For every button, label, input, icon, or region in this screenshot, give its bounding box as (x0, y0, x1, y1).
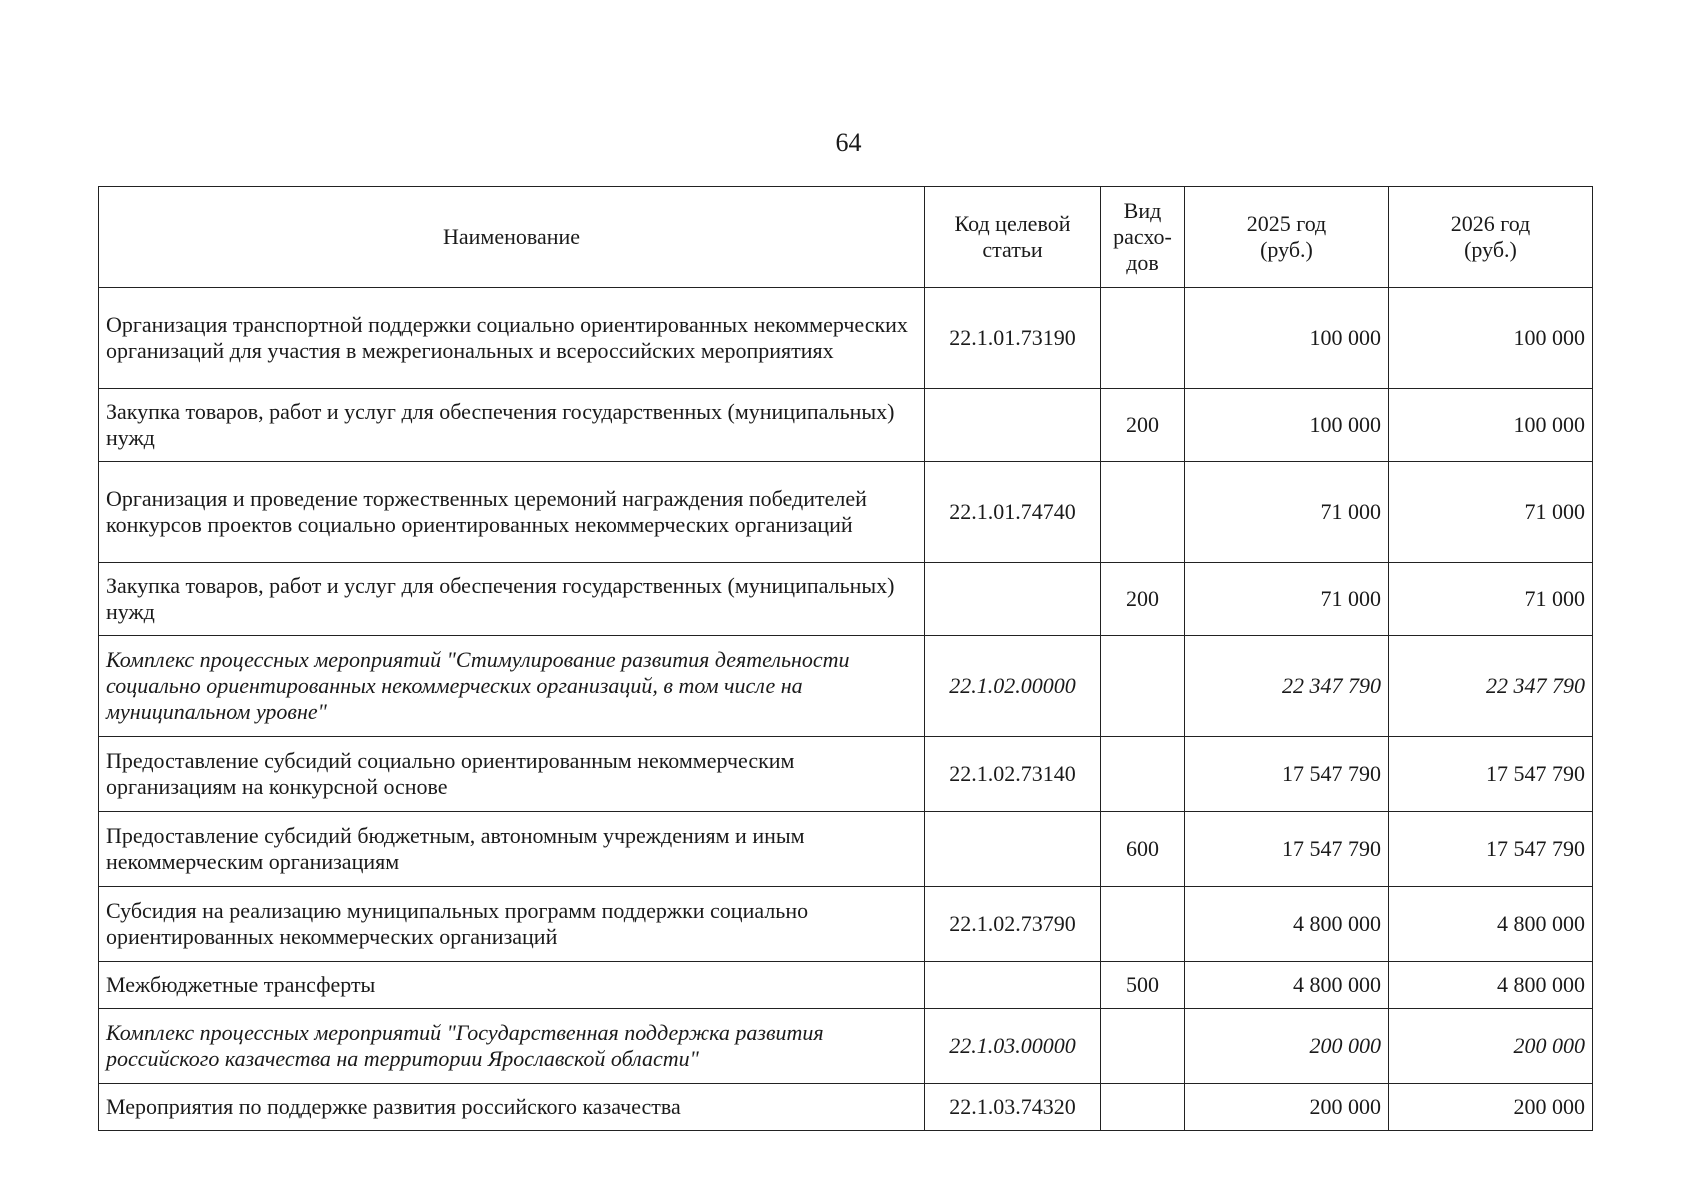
table-row (99, 462, 1593, 563)
row-amount-2025: 200 000 (1185, 1084, 1389, 1131)
header-name-label: Наименование (442, 224, 581, 250)
row-code: 22.1.03.00000 (925, 1009, 1101, 1084)
row-kind (1101, 462, 1185, 563)
header-code-line: статьи (982, 237, 1043, 262)
row-name: Предоставление субсидий бюджетным, автономным учреждениям и иным некоммерческим организациям (99, 812, 925, 887)
row-name: Субсидия на реализацию муниципальных программ поддержки социально ориентированных некоммерческих организаций (99, 887, 925, 962)
table-row (99, 288, 1593, 389)
header-2026 (1389, 187, 1593, 288)
row-amount-2025: 22 347 790 (1185, 636, 1389, 737)
row-name: Межбюджетные трансферты (99, 962, 925, 1009)
row-code: 22.1.02.00000 (925, 636, 1101, 737)
table-row (99, 389, 1593, 462)
row-name: Мероприятия по поддержке развития российского казачества (99, 1084, 925, 1131)
row-code: 22.1.01.74740 (925, 462, 1101, 563)
header-2025-line: 2025 год (1246, 211, 1327, 237)
header-code (925, 187, 1101, 288)
table-header-row (99, 187, 1593, 288)
header-kind-line: Вид (1123, 198, 1162, 224)
row-amount-2026: 71 000 (1389, 462, 1593, 563)
row-name: Закупка товаров, работ и услуг для обеспечения государственных (муниципальных) нужд (99, 389, 925, 462)
row-code: 22.1.01.73190 (925, 288, 1101, 389)
page-number: 64 (835, 128, 862, 157)
row-amount-2025: 17 547 790 (1185, 812, 1389, 887)
row-amount-2025: 200 000 (1185, 1009, 1389, 1084)
table-row (99, 1084, 1593, 1131)
row-amount-2026: 17 547 790 (1389, 812, 1593, 887)
row-amount-2026: 100 000 (1389, 288, 1593, 389)
row-amount-2025: 71 000 (1185, 563, 1389, 636)
row-name: Комплекс процессных мероприятий "Стимулирование развития деятельности социально ориентированных некоммерческих организаций, в том числе на муниципальном уровне" (99, 636, 925, 737)
row-amount-2025: 17 547 790 (1185, 737, 1389, 812)
row-kind: 200 (1101, 389, 1185, 462)
header-name (99, 187, 925, 288)
table-row (99, 563, 1593, 636)
row-code (925, 389, 1101, 462)
row-amount-2025: 71 000 (1185, 462, 1389, 563)
row-amount-2025: 100 000 (1185, 288, 1389, 389)
row-name: Комплекс процессных мероприятий "Государственная поддержка развития российского казачества на территории Ярославской области" (99, 1009, 925, 1084)
row-kind (1101, 1009, 1185, 1084)
row-amount-2026: 200 000 (1389, 1009, 1593, 1084)
row-amount-2025: 4 800 000 (1185, 887, 1389, 962)
row-name: Организация и проведение торжественных церемоний награждения победителей конкурсов проектов социально ориентированных некоммерческих организаций (99, 462, 925, 563)
header-kind-line: расхо- (1113, 224, 1172, 250)
row-kind (1101, 1084, 1185, 1131)
header-2026-line: (руб.) (1464, 237, 1517, 262)
table-row (99, 887, 1593, 962)
row-kind: 500 (1101, 962, 1185, 1009)
row-amount-2026: 100 000 (1389, 389, 1593, 462)
row-kind (1101, 288, 1185, 389)
row-kind (1101, 737, 1185, 812)
table-row (99, 812, 1593, 887)
row-kind: 600 (1101, 812, 1185, 887)
table-row (99, 737, 1593, 812)
row-name: Предоставление субсидий социально ориентированным некоммерческим организациям на конкурсной основе (99, 737, 925, 812)
row-amount-2026: 4 800 000 (1389, 962, 1593, 1009)
row-amount-2026: 4 800 000 (1389, 887, 1593, 962)
row-code: 22.1.02.73790 (925, 887, 1101, 962)
row-code (925, 563, 1101, 636)
budget-table (98, 186, 1593, 1131)
row-amount-2026: 22 347 790 (1389, 636, 1593, 737)
header-code-line: Код целевой (954, 211, 1071, 237)
row-code (925, 962, 1101, 1009)
row-amount-2025: 4 800 000 (1185, 962, 1389, 1009)
header-kind-line: дов (1126, 249, 1159, 275)
header-2025-line: (руб.) (1260, 237, 1313, 262)
header-2026-line: 2026 год (1450, 211, 1531, 237)
row-amount-2026: 17 547 790 (1389, 737, 1593, 812)
row-kind (1101, 887, 1185, 962)
header-2025 (1185, 187, 1389, 288)
table-row (99, 636, 1593, 737)
row-kind (1101, 636, 1185, 737)
row-amount-2025: 100 000 (1185, 389, 1389, 462)
row-amount-2026: 200 000 (1389, 1084, 1593, 1131)
row-kind: 200 (1101, 563, 1185, 636)
row-name: Закупка товаров, работ и услуг для обеспечения государственных (муниципальных) нужд (99, 563, 925, 636)
row-amount-2026: 71 000 (1389, 563, 1593, 636)
row-name: Организация транспортной поддержки социально ориентированных некоммерческих организаций для участия в межрегиональных и всероссийских мероприятиях (99, 288, 925, 389)
row-code (925, 812, 1101, 887)
header-kind (1101, 187, 1185, 288)
row-code: 22.1.02.73140 (925, 737, 1101, 812)
table-row (99, 1009, 1593, 1084)
table-row (99, 962, 1593, 1009)
row-code: 22.1.03.74320 (925, 1084, 1101, 1131)
